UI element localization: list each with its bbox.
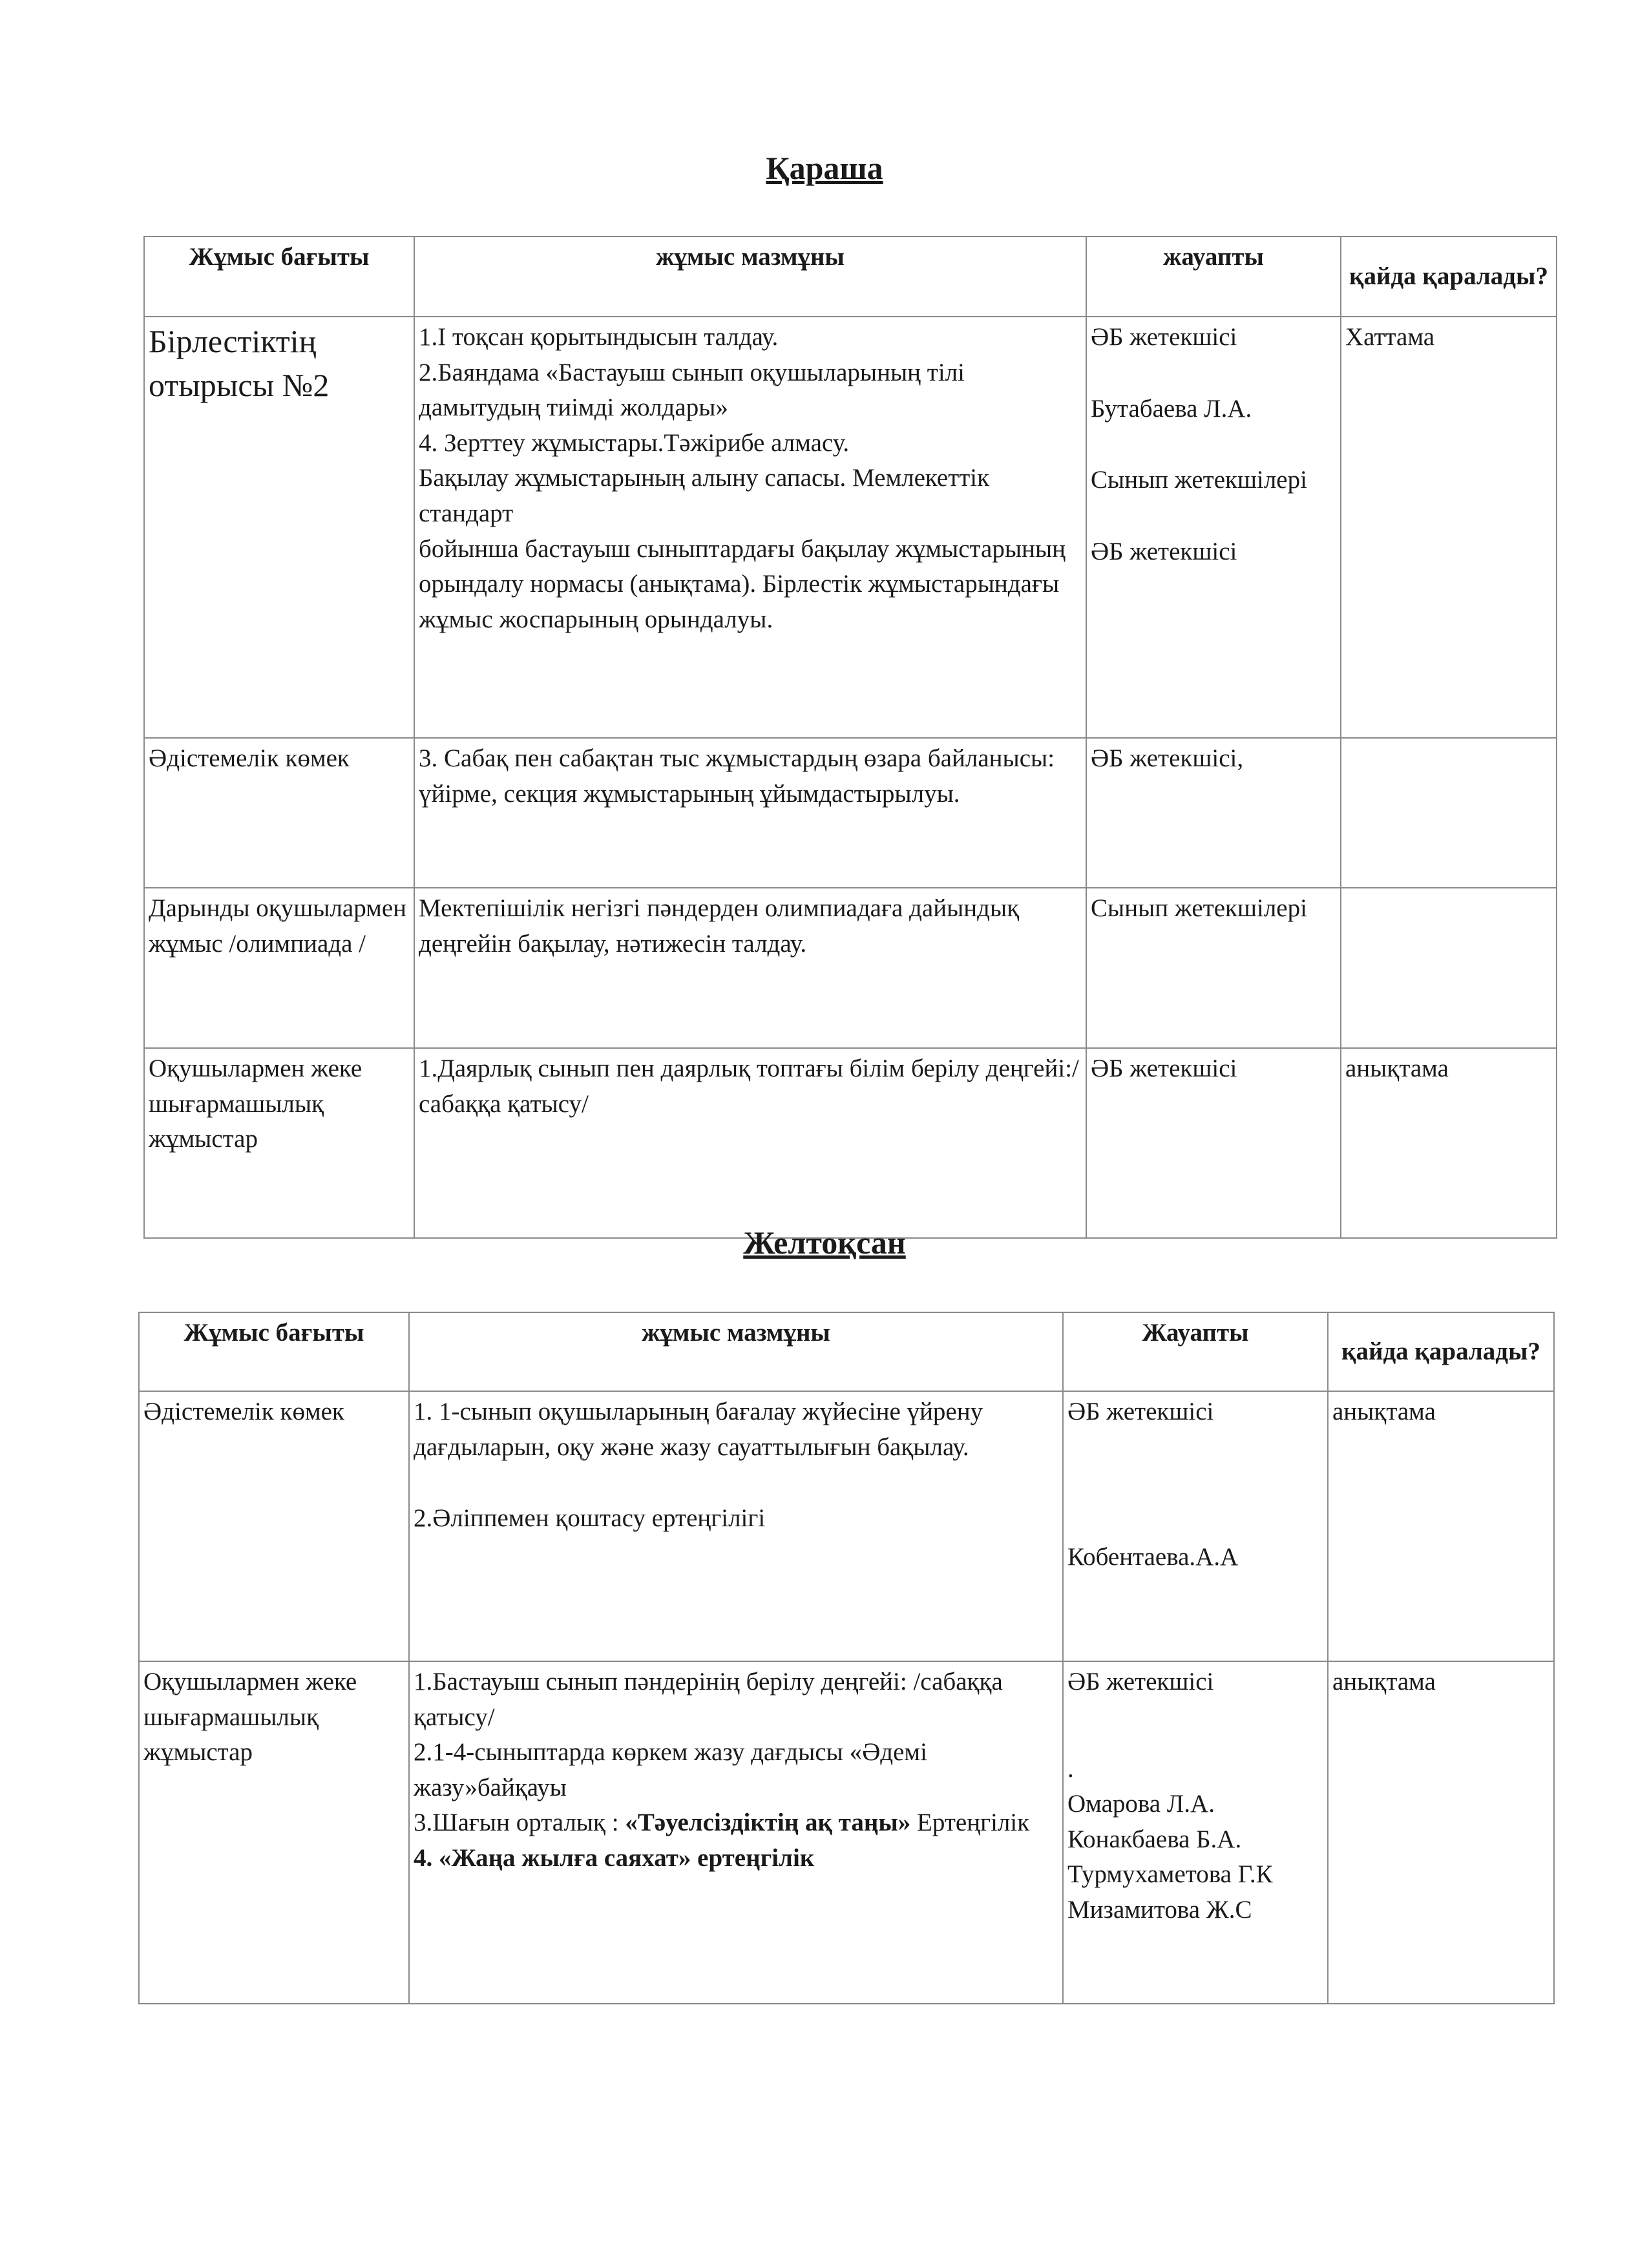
responsible-line: Бутабаева Л.А. [1091, 394, 1252, 423]
row-direction: Оқушылармен жеке шығармашылық жұмыстар [144, 1048, 414, 1238]
content-event-title: «Тәуелсіздіктің ақ таңы» [625, 1809, 911, 1837]
row-where [1341, 888, 1557, 1048]
header-direction: Жұмыс бағыты [144, 236, 414, 317]
row-responsible: Сынып жетекшілері [1086, 888, 1341, 1048]
table-row [139, 1661, 1554, 2004]
content-text: 3.Шағын орталық : [414, 1809, 625, 1837]
content-line: 1.I тоқсан қорытындысын талдау. [419, 323, 779, 351]
header-content: жұмыс мазмұны [414, 236, 1086, 317]
header-content: жұмыс мазмұны [409, 1312, 1063, 1391]
table-header-row [144, 236, 1557, 317]
row-direction: Әдістемелік көмек [139, 1391, 409, 1661]
row-content: 1.Даярлық сынып пен даярлық топтағы білім берілу деңгейі:/сабаққа қатысу/ [414, 1048, 1086, 1238]
row-content: 3. Сабақ пен сабақтан тыс жұмыстардың өзара байланысы: үйірме, секция жұмыстарының ұйымдастырылуы. [414, 738, 1086, 888]
responsible-line: ӘБ жетекшісі [1067, 1398, 1214, 1425]
header-direction: Жұмыс бағыты [139, 1312, 409, 1391]
row-direction: Әдістемелік көмек [144, 738, 414, 888]
row-content: Мектепішілік негізгі пәндерден олимпиадаға дайындық деңгейін бақылау, нәтижесін талдау. [414, 888, 1086, 1048]
responsible-line: ӘБ жетекшісі [1067, 1668, 1214, 1696]
content-line: 2.Әліппемен қоштасу ертеңгілігі [414, 1504, 766, 1533]
section-title-karasha: Қараша [766, 150, 883, 186]
row-responsible: ӘБ жетекшісі, [1086, 738, 1341, 888]
row-responsible [1063, 1391, 1328, 1661]
row-where: анықтама [1328, 1661, 1554, 2004]
plan-table-karasha [143, 236, 1557, 1239]
responsible-line: Кобентаева.А.А [1067, 1542, 1239, 1571]
content-line: 2.1-4-сыныптарда көркем жазу дағдысы «Әдемі жазу»байқауы [414, 1738, 927, 1801]
row-responsible [1063, 1661, 1328, 2004]
row-content [409, 1661, 1063, 2004]
table-row [139, 1391, 1554, 1661]
responsible-line: Конакбаева Б.А. [1067, 1825, 1242, 1853]
table-row [144, 1048, 1557, 1238]
content-text: Ертеңгілік [910, 1809, 1030, 1837]
section-title-zheltoksan: Желтоқсан [743, 1224, 906, 1261]
table-row [144, 738, 1557, 888]
row-responsible [1086, 317, 1341, 738]
table-row [144, 888, 1557, 1048]
header-where: қайда қаралады? [1328, 1312, 1554, 1391]
content-line: Бақылау жұмыстарының алыну сапасы. Мемлекеттік стандарт [419, 464, 990, 527]
responsible-line: Турмухаметова Г.К [1067, 1860, 1273, 1889]
responsible-line: ӘБ жетекшісі [1091, 537, 1237, 565]
responsible-line: ӘБ жетекшісі [1091, 323, 1237, 351]
row-where: анықтама [1341, 1048, 1557, 1238]
content-line: 1. 1-сынып оқушыларының бағалау жүйесіне үйрену дағдыларын, оқу және жазу сауаттылығын бақылау. [414, 1398, 983, 1461]
content-line: 4. «Жаңа жылға саяхат» ертеңгілік [414, 1843, 815, 1872]
responsible-line: Мизамитова Ж.С [1067, 1895, 1252, 1924]
header-responsible: жауапты [1086, 236, 1341, 317]
responsible-line: Омарова Л.А. [1067, 1790, 1215, 1818]
row-direction: Оқушылармен жеке шығармашылық жұмыстар [139, 1661, 409, 2004]
row-where [1341, 738, 1557, 888]
table-row [144, 317, 1557, 738]
table-header-row [139, 1312, 1554, 1391]
plan-table-zheltoksan [138, 1312, 1555, 2004]
responsible-line: . [1067, 1754, 1074, 1783]
row-where: анықтама [1328, 1391, 1554, 1661]
content-line: 2.Баяндама «Бастауыш сынып оқушыларының тілі дамытудың тиімді жолдары» [419, 358, 965, 422]
responsible-line: Сынып жетекшілері [1091, 466, 1307, 494]
content-line [414, 1805, 1058, 1841]
row-responsible: ӘБ жетекшісі [1086, 1048, 1341, 1238]
header-where: қайда қаралады? [1341, 236, 1557, 317]
row-direction: Дарынды оқушылармен жұмыс /олимпиада / [144, 888, 414, 1048]
content-line: 4. Зерттеу жұмыстары.Тәжірибе алмасу. [419, 428, 850, 457]
header-responsible: Жауапты [1063, 1312, 1328, 1391]
content-line: 1.Бастауыш сынып пәндерінің берілу деңгейі: /сабаққа қатысу/ [414, 1668, 1003, 1731]
row-content [409, 1391, 1063, 1661]
row-where: Хаттама [1341, 317, 1557, 738]
content-line: бойынша бастауыш сыныптардағы бақылау жұмыстарының орындалу нормасы (анықтама). Бірлестік жұмыстарындағы жұмыс жоспарының орындалуы. [419, 534, 1066, 633]
row-content [414, 317, 1086, 738]
row-direction: Бірлестіктің отырысы №2 [144, 317, 414, 738]
